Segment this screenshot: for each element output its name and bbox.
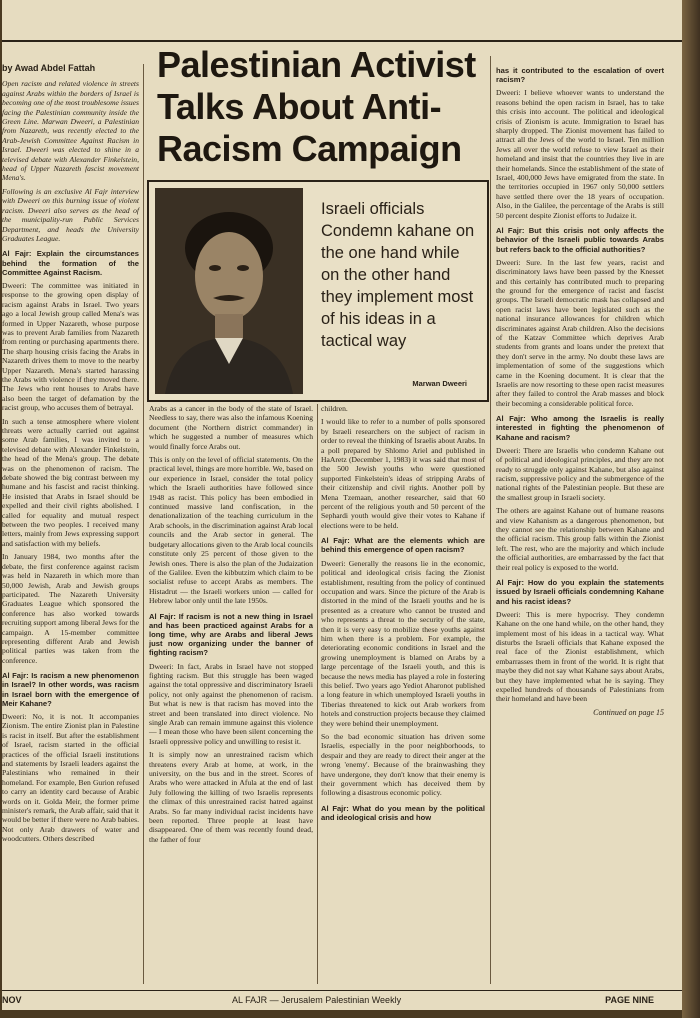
- footer-publication: AL FAJR — Jerusalem Palestinian Weekly: [232, 995, 402, 1005]
- paragraph: children.: [321, 404, 348, 413]
- paragraph: Dweeri: Sure. In the last few years, racist and discriminatory laws have been passed by the Knesset and this certainly has contributed much to preparing the ground for the emergence of racist and fascist groups. The Israeli democratic mask has collapsed and open racist laws have been legislated such as the national insurance allowances for children which discriminates against Arab children. Also the decisions of the Katzav Committee which deprives Arab students from grants and loans under the pretext that they don't serve in the army. No doubt these laws are implementation of some of the suggestions which came in the Koening document. It is clear that the Israelis are now resorting to these open racist measures after they failed to control the Arab masses and block their becoming a considerable political force.: [496, 257, 664, 408]
- paragraph: So the bad economic situation has driven some Israelis, especially in the poor neighborhoods, to despair and they are ready to direct their anger at the wrong 'enemy'. Because of the brainwashing they have undergone, they don't know that their enemy is their government which has deceived them by following a disastrous economic policy.: [321, 732, 485, 798]
- paragraph: In January 1984, two months after the debate, the first conference against racism was held in Nazareth in which more than 50,000 Jewish, Arab and Jewish groups participated. The Nazareth University Graduates League which sponsored the conference has also worked towards recruiting support among liberal Jews for the campaign. A 15-member committee representing different Arab and Jewish political parties was taken from the conference.: [2, 552, 139, 665]
- question: Al Fajr: If racism is not a new thing in Israel and has been practiced against Arabs for a long time, why are Arabs and liberal Jews just now organizing under the banner of fighting racism?: [149, 611, 313, 658]
- paragraph: Dweeri: The committee was initiated in response to the growing open display of racism against Arabs in Israel. Two years ago a local Jewish group called Mena's was formed in Upper Nazareth, whose purpose was to prevent Arab families from Nazareth from renting or purchasing apartments there. The sharp housing crisis facing the Arabs in Nazareth drives them to move to the nearby Upper Nazareth. Mena's started harassing the Arabs with violence if they moved there. The Jews who rent houses to Arabs have also been the target of defamation by the racist group, who accuses them of betrayal.: [2, 280, 139, 413]
- paragraph: I would like to refer to a number of polls sponsored by Israeli researchers on the subject of racism in order to reveal the thinking of Israelis about Arabs. In a poll prepared by Shlomo Ariel and published in HaAretz (December 1, 1983) it was said that most of the 500 Jewish youths who were questioned supported Finkelstein's ideas of stripping Arabs of their citizenship and civil rights. Another poll by Mena Tzemaan, another researcher, said that 60 percent of the religious youth and 50 percent of the Sephardi youth would give their votes to Kahane if elections were to be held.: [321, 417, 485, 530]
- column-4: [496, 60, 664, 717]
- paragraph: In such a tense atmosphere where violent threats were actually carried out against some Arab families, I was invited to a televised debate with Alexander Finkelstein, the head of the Mena's group. The debate was on the phenomenon of racism. The debate showed the big contrast between my humane and his fascist and racist thinking. He insisted that Arabs in Israel should be expelled and their civil rights abolished. I called for equality and mutual respect between the two peoples. I received many letters, mainly from Jews expressing support and satisfaction with my beliefs.: [2, 416, 139, 548]
- footer-rule: [2, 990, 684, 991]
- footer-left: NOV: [2, 995, 22, 1005]
- column-2: [149, 404, 313, 848]
- byline: by Awad Abdel Fattah: [2, 63, 96, 73]
- question: has it contributed to the escalation of overt racism?: [496, 66, 664, 85]
- continued-note: Continued on page 15: [593, 707, 664, 717]
- column-divider: [490, 56, 491, 984]
- paragraph: Dweeri: In fact, Arabs in Israel have not stopped fighting racism. But this struggle has been waged against the total oppressive and discriminatory Israeli policy, not only against the phenomenon of racism. But what is new is that racism has moved into the street and been translated into direct violence. No single Arab can remain immune against this violence — I mean those who have been silent concerning the Israeli oppressive policy and unwilling to resist it.: [149, 661, 313, 746]
- portrait-icon: [155, 188, 303, 394]
- question: Al Fajr: Explain the circumstances behind the formation of the Committee Against Racism.: [2, 249, 139, 277]
- question: Al Fajr: Is racism a new phenomenon in Israel? In other words, was racism in Israel born with the emergence of Meir Kahane?: [2, 671, 139, 708]
- footer: [2, 993, 684, 1009]
- paragraph: Arabs as a cancer in the body of the state of Israel. Needless to say, there was also the infamous Koening document (the Northern district commander) in which he suggested a number of measures which would finally force Arabs out.: [149, 404, 313, 451]
- top-rule: [2, 40, 684, 42]
- paragraph: The others are against Kahane out of humane reasons and view Kahanism as a dangerous phenomenon, but they cannot see the relationship between Kahane and the official racism. This group falls within the Zionist left. The rest, who are the majority and which include the official authorities, are embarrassed by the fact that their real policy is exposed to the world.: [496, 506, 664, 572]
- column-3: [321, 404, 485, 826]
- paragraph: Dweeri: There are Israelis who condemn Kahane out of political and ideological principles, and they are not ready to struggle only against Kahane, but also against racism, suppressive policy and the submergence of the national rights of the Palestinian people. But these are the smallest group in Israeli society.: [496, 445, 664, 502]
- question: Al Fajr: What do you mean by the political and ideological crisis and how: [321, 803, 485, 823]
- question: Al Fajr: What are the elements which are behind this emergence of open racism?: [321, 536, 485, 555]
- question: Al Fajr: Who among the Israelis is really interested in fighting the phenomenon of Kahane and racism?: [496, 414, 664, 442]
- footer-page-number: PAGE NINE: [605, 995, 654, 1005]
- newspaper-page: [2, 0, 684, 1010]
- column-divider: [143, 64, 144, 984]
- column-divider: [317, 404, 318, 984]
- column-1-body: [2, 249, 139, 843]
- paragraph: Dweeri: Generally the reasons lie in the economic, political and ideological crisis facing the Zionist establishment, resulting from the policy of continued occupation and wars. Since the picture of the Arab is distorted in the mind of the Israeli youths and he is presented as a creature who cannot be trusted and who represents a threat to the security of the state, then it is very easy to mobilize these youths against him when there is a problem. For example, the deteriorating economic conditions in Israel and the growing unemployment is blamed on Arabs by a large percentage of the Israeli youth, and this is because the news media has played a role in fostering this belief. Two years ago Yediot Aharonot published a long feature in which unemployed Israeli youths in Tiberias threatened to kick out Arab workers from hotels and construction projects because they claimed they were behind their unemployment.: [321, 558, 485, 728]
- paragraph: It is simply now an unrestrained racism which threatens every Arab at home, at work, in the university, on the bus and in the street. Scores of Arabs who were attacked in Afula at the end of last July following the killing of two Israelis represents the climax of this unrestrained racist hatred against Arabs. So far many individual racist incidents have been reported. Three people at least have disappeared. One of them was recently found dead, the father of four: [149, 750, 313, 844]
- photo-caption: Marwan Dweeri: [412, 379, 467, 388]
- paragraph: Dweeri: This is mere hypocrisy. They condemn Kahane on the one hand while, on the other hand, they implement most of his ideas in a tactical way. What disturbs the Israeli officials that Kahane exposed the real face of the Zionist establishment, which embarrasses them in front of the world. It is right that maybe they did not say what Kahane says about Arabs, but they have implemented what he is saying. They expelled hundreds of thousands of Palestinians from their homeland and have been: [496, 609, 664, 704]
- intro-2: Following is an exclusive Al Fajr interview with Dweeri on this burning issue of violent racism. Dweeri also serves as the head of the municipality-run Public Services Department, and heads the University Graduates League.: [2, 186, 139, 243]
- paragraph: This is only on the level of official statements. On the practical level, things are more horrible. We, based on our experience in Israel, consider the total policy which the Israeli authorities have followed since 1948 as racist. This policy has been embodied in continued massive land confiscation, in the denationalization of the teaching curriculum in the Arab schools, in the discrimination against Arab local councils and the Arab sector in general. The budgetary allocations given to the Arab local councils constitute only 25 percent of those given to the Jewish ones. There is also the plan of the Judaization of the Galilee. Even the kibbutzim which claim to be socialist refuse to accept Arabs as members. The Histadrut — the Israeli workers union — called for Hebrew labor only until the late 1950s.: [149, 455, 313, 606]
- portrait-photo: [155, 188, 303, 394]
- paragraph: Dweeri: No, it is not. It accompanies Zionism. The entire Zionist plan in Palestine is racist in itself. But after the establishment of Israel, racism started in the official practices of the official Israeli institutions and statements by Israeli leaders against the Palestinians who remained in their homeland. For example, Ben Gurion refused to carry an identity card because of Arabic words on it. Golda Meir, the former prime minister's remark, the Arab affair, said that it would be better if there were no Arab babies. Not only Arab drawers of water and woodcutters. Others described: [2, 711, 139, 844]
- headline: Palestinian Activist Talks About Anti-Racism Campaign: [157, 44, 476, 169]
- pull-quote: Israeli officials Condemn kahane on the one hand while on the other hand they implement most of his ideas in a tactical way: [321, 200, 475, 350]
- intro-1: Open racism and related violence in streets against Arabs within the borders of Israel is becoming one of the most troublesome issues facing the Palestinian community inside the Green Line. Marwan Dweeri, a Palestinian from Nazareth, was recently elected to the Arab-Jewish Committee Against Racism in Israel. Dweeri was elected to shine in a televised debate with Alexander Finkelstein, head of Upper Nazareth fascist movement Mena's.: [2, 79, 139, 183]
- question: Al Fajr: But this crisis not only affects the behavior of the Israeli public towards Arabs but refers back to the official authorities?: [496, 226, 664, 254]
- column-4-body: [496, 66, 664, 704]
- photo-box: [147, 180, 489, 402]
- binding-spine: [682, 0, 700, 1018]
- paragraph: Dweeri: I believe whoever wants to understand the reasons behind the open racism in Israel, has to take this crisis into account. The political and ideological crisis of Zionism is acute. Immigration to Israel has sharply dropped. The Zionist movement has failed to attract all the Jews of the world to Israel. Ten million Jews all over the world refuse to view Israel as their homeland and insist that the countries they live in are their homelands. Since the establishment of the state of Israel, 400,000 Jews have emigrated from the state. In the territories occupied in 1967 only 50,000 settlers have settled there over the 18 years of occupation. Also, in the Galilee, the percentage of the Arabs is still 50 percent despite Zionist efforts to Judaize it.: [496, 88, 664, 220]
- column-1: [2, 64, 139, 848]
- question: Al Fajr: How do you explain the statements issued by Israeli officials condemning Kahane and his racist ideas?: [496, 578, 664, 606]
